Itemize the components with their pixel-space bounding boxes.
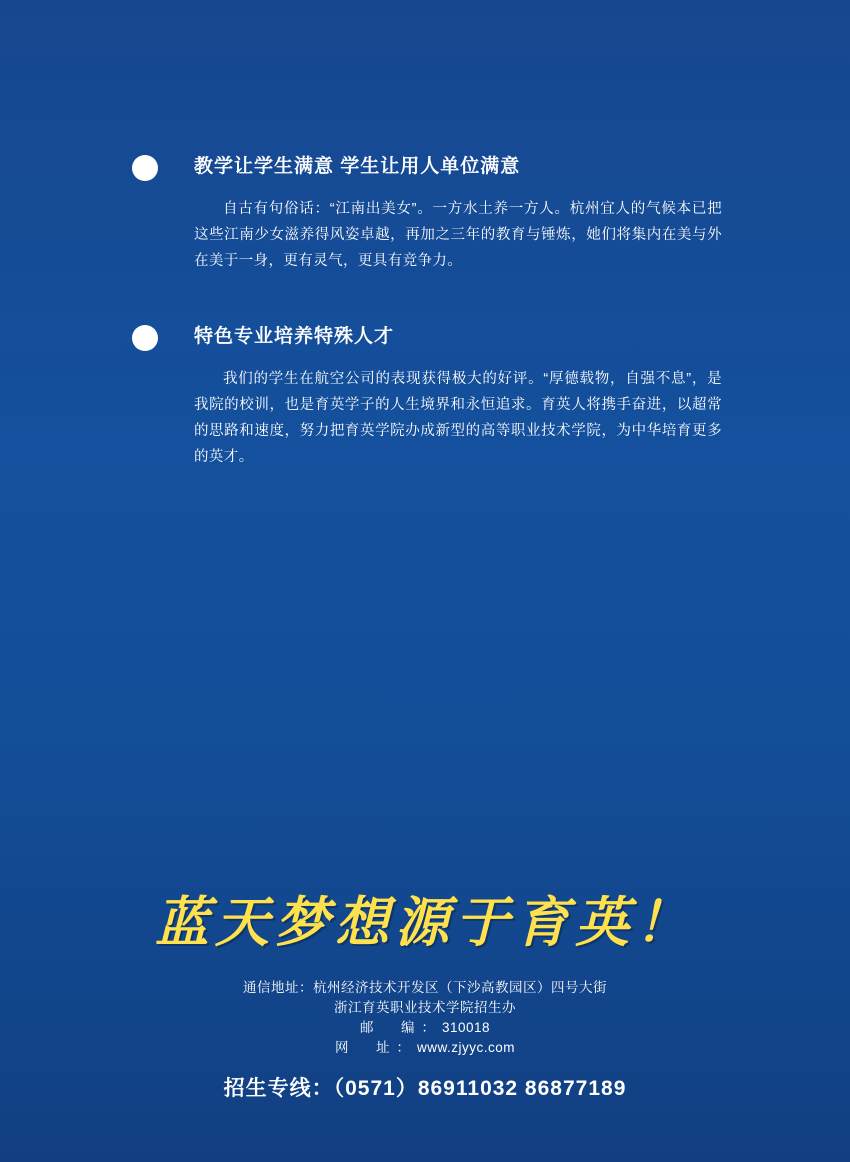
footer-hotline bbox=[0, 1072, 850, 1102]
filled-circle-icon bbox=[132, 325, 158, 351]
footer-block bbox=[0, 978, 850, 1102]
footer-website-value: www.zjyyc.com bbox=[416, 1040, 515, 1055]
footer-address-line2: 浙江育英职业技术学院招生办 bbox=[334, 1000, 516, 1015]
footer-website-label: 网 址： bbox=[334, 1040, 417, 1055]
section-heading-row bbox=[132, 152, 722, 182]
footer-hotline-value: （0571）86911032 86877189 bbox=[333, 1077, 627, 1100]
section-special-majors bbox=[132, 322, 722, 470]
footer-postcode bbox=[0, 1018, 850, 1038]
footer-hotline-label: 招生专线： bbox=[223, 1077, 334, 1100]
section-teaching-satisfaction bbox=[132, 152, 722, 274]
footer-postcode-label: 邮 编： bbox=[359, 1020, 442, 1035]
section-heading-row bbox=[132, 322, 722, 352]
footer-address-line1: 通信地址：杭州经济技术开发区（下沙高教园区）四号大街 bbox=[243, 980, 607, 995]
section-body: 我们的学生在航空公司的表现获得极大的好评。“厚德载物，自强不息”，是我院的校训，也是育英学子的人生境界和永恒追求。育英人将携手奋进，以超常的思路和速度，努力把育英学院办成新型的高等职业技术学院，为中华培育更多的英才。 bbox=[194, 371, 722, 465]
section-heading: 特色专业培养特殊人才 bbox=[194, 326, 395, 347]
footer-website bbox=[0, 1038, 850, 1058]
section-heading: 教学让学生满意 学生让用人单位满意 bbox=[194, 156, 521, 177]
slogan-text: 蓝天梦想源于育英！ bbox=[155, 893, 695, 953]
section-body: 自古有句俗话：“江南出美女”。一方水土养一方人。杭州宜人的气候本已把这些江南少女滋养得风姿卓越，再加之三年的教育与锤炼，她们将集内在美与外在美于一身，更有灵气，更具有竞争力。 bbox=[194, 201, 722, 269]
filled-circle-icon bbox=[132, 155, 158, 181]
footer-postcode-value: 310018 bbox=[441, 1020, 491, 1035]
